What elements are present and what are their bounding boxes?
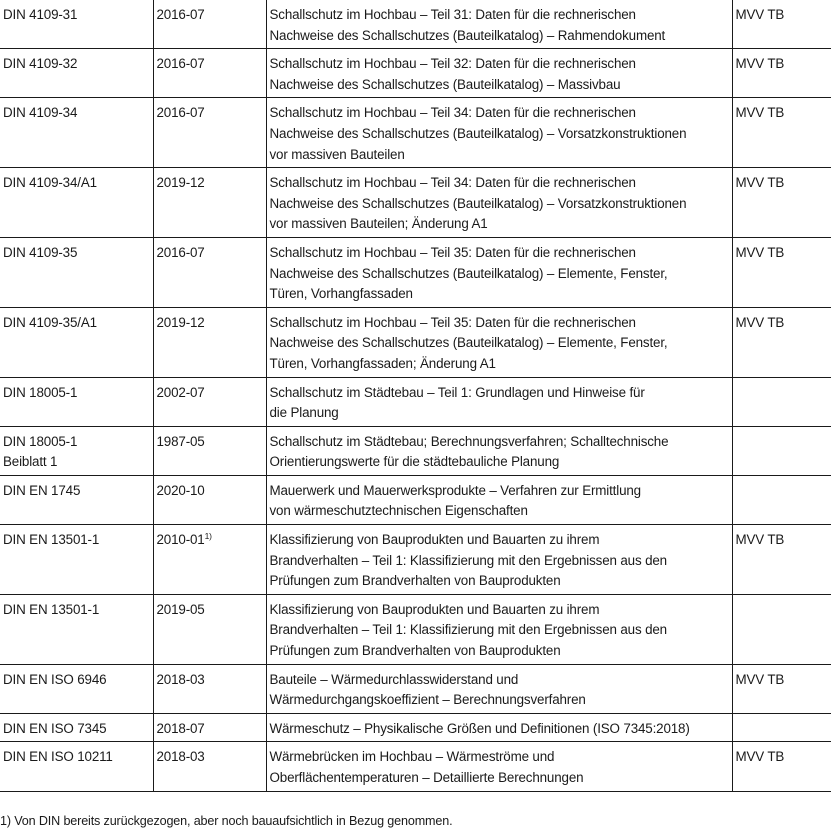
designation-text: DIN EN 13501-1 [3, 532, 100, 548]
designation-cell [0, 594, 153, 664]
title-text: Wärmeschutz – Physikalische Größen und Definitionen (ISO 7345:2018) [269, 720, 690, 736]
title-cell [266, 426, 732, 475]
designation-cell [0, 98, 153, 168]
date-text [154, 0, 266, 28]
table-row [0, 525, 831, 595]
table-row [0, 98, 831, 168]
title-text: Schallschutz im Hochbau – Teil 34: Daten für die rechnerischen Nachweise des Schallschutzes (Bauteilkatalog) – Vorsatzkonstruktionen vor massiven Bauteilen [269, 105, 687, 162]
reference-text: MVV TB [735, 56, 785, 72]
date-value: 2018-03 [156, 671, 205, 687]
title-text: Wärmebrücken im Hochbau – Wärmeströme und Oberflächentemperaturen – Detaillierte Berechnungen [269, 749, 584, 785]
table-row [0, 742, 831, 791]
date-text [154, 238, 266, 266]
title-text: Klassifizierung von Bauprodukten und Bauarten zu ihrem Brandverhalten – Teil 1: Klassifizierung mit den Ergebnissen aus den Prüfungen zum Brandverhalten von Bauprodukten [269, 532, 667, 589]
designation-text: DIN EN 1745 [3, 482, 81, 498]
title-cell [266, 475, 732, 524]
table-row [0, 49, 831, 98]
table-row [0, 377, 831, 426]
designation-cell [0, 713, 153, 742]
date-cell [153, 377, 266, 426]
table-row [0, 594, 831, 664]
table-row [0, 713, 831, 742]
reference-cell [732, 594, 831, 664]
reference-text: MVV TB [735, 244, 785, 260]
date-value: 1987-05 [156, 433, 205, 449]
designation-cell [0, 237, 153, 307]
date-cell [153, 664, 266, 713]
title-text: Schallschutz im Hochbau – Teil 34: Daten für die rechnerischen Nachweise des Schallschutzes (Bauteilkatalog) – Vorsatzkonstruktionen vor massiven Bauteilen; Änderung A1 [269, 175, 687, 232]
date-text [154, 714, 266, 742]
date-text [154, 308, 266, 336]
designation-cell [0, 49, 153, 98]
title-text: Schallschutz im Städtebau – Teil 1: Grundlagen und Hinweise für die Planung [269, 384, 645, 421]
table-row [0, 664, 831, 713]
designation-cell [0, 664, 153, 713]
date-text [154, 742, 266, 770]
designation-cell [0, 475, 153, 524]
date-cell [153, 98, 266, 168]
title-cell [266, 377, 732, 426]
reference-cell [732, 307, 831, 377]
reference-cell [732, 713, 831, 742]
designation-text: DIN 4109-34 [3, 105, 78, 121]
reference-text [733, 476, 831, 483]
title-text: Klassifizierung von Bauprodukten und Bauarten zu ihrem Brandverhalten – Teil 1: Klassifizierung mit den Ergebnissen aus den Prüfungen zum Brandverhalten von Bauprodukten [269, 601, 667, 659]
date-cell [153, 237, 266, 307]
designation-text: DIN 4109-35/A1 [3, 314, 97, 330]
reference-cell [732, 742, 831, 791]
date-cell [153, 307, 266, 377]
title-text: Schallschutz im Hochbau – Teil 35: Daten für die rechnerischen Nachweise des Schallschutzes (Bauteilkatalog) – Elemente, Fenster, Türen, Vorhangfassaden; Änderung A1 [269, 314, 668, 371]
designation-text: DIN EN ISO 10211 [3, 749, 113, 765]
title-cell [266, 98, 732, 168]
footnote-marker: 1) [204, 531, 212, 542]
reference-text: MVV TB [735, 314, 785, 330]
date-value: 2016-07 [156, 7, 205, 22]
title-cell [266, 525, 732, 595]
reference-text: MVV TB [735, 671, 785, 687]
designation-text: DIN EN ISO 6946 [3, 671, 107, 687]
title-cell [266, 237, 732, 307]
title-cell [266, 168, 732, 238]
reference-text: MVV TB [735, 175, 785, 191]
designation-cell [0, 377, 153, 426]
reference-cell [732, 237, 831, 307]
date-cell [153, 0, 266, 49]
title-text: Mauerwerk und Mauerwerksprodukte – Verfahren zur Ermittlung von wärmeschutztechnischen Eigenschaften [269, 482, 641, 519]
reference-cell [732, 168, 831, 238]
title-cell [266, 713, 732, 742]
reference-text [733, 595, 831, 602]
reference-cell [732, 525, 831, 595]
reference-cell [732, 664, 831, 713]
date-cell [153, 742, 266, 791]
date-text [154, 427, 266, 455]
designation-text: DIN EN 13501-1 [3, 601, 100, 617]
date-text [154, 665, 266, 693]
title-cell [266, 0, 732, 49]
date-value: 2020-10 [156, 482, 205, 498]
date-text [154, 525, 266, 553]
reference-text: MVV TB [735, 7, 785, 22]
title-cell [266, 664, 732, 713]
date-value: 2016-07 [156, 244, 205, 260]
title-cell [266, 742, 732, 791]
date-value: 2019-05 [156, 601, 205, 617]
reference-text: MVV TB [735, 105, 785, 121]
date-value: 2018-07 [156, 720, 205, 736]
designation-cell [0, 168, 153, 238]
designation-text: DIN 4109-31 [3, 7, 78, 22]
title-cell [266, 307, 732, 377]
reference-cell [732, 49, 831, 98]
table-row [0, 0, 831, 49]
designation-text: DIN 4109-32 [3, 56, 78, 72]
date-text [154, 476, 266, 504]
designation-text: DIN 18005-1 [3, 384, 78, 400]
table-row [0, 475, 831, 524]
designation-cell [0, 742, 153, 791]
designation-text: DIN EN ISO 7345 [3, 720, 107, 736]
date-text [154, 168, 266, 196]
date-value: 2019-12 [156, 314, 205, 330]
title-cell [266, 594, 732, 664]
reference-cell [732, 475, 831, 524]
reference-text [733, 427, 831, 434]
date-cell [153, 525, 266, 595]
designation-cell [0, 525, 153, 595]
date-cell [153, 594, 266, 664]
reference-cell [732, 377, 831, 426]
date-text [154, 98, 266, 126]
table-row [0, 237, 831, 307]
title-text: Schallschutz im Hochbau – Teil 35: Daten für die rechnerischen Nachweise des Schallschutzes (Bauteilkatalog) – Elemente, Fenster, Türen, Vorhangfassaden [269, 244, 668, 302]
date-value: 2018-03 [156, 749, 205, 765]
title-text: Schallschutz im Hochbau – Teil 31: Daten für die rechnerischen Nachweise des Schallschutzes (Bauteilkatalog) – Rahmendokument [269, 7, 666, 43]
designation-text: DIN 4109-34/A1 [3, 175, 97, 191]
reference-cell [732, 426, 831, 475]
footnote: 1) Von DIN bereits zurückgezogen, aber noch bauaufsichtlich in Bezug genommen. [0, 814, 453, 828]
reference-cell [732, 0, 831, 49]
date-value: 2019-12 [156, 175, 205, 191]
date-text [154, 378, 266, 406]
date-text [154, 595, 266, 623]
table-row [0, 307, 831, 377]
reference-cell [732, 98, 831, 168]
designation-cell [0, 0, 153, 49]
designation-cell [0, 307, 153, 377]
title-text: Schallschutz im Städtebau; Berechnungsverfahren; Schalltechnische Orientierungswerte für die städtebauliche Planung [269, 433, 669, 470]
designation-text: DIN 18005-1 Beiblatt 1 [3, 433, 78, 470]
date-value: 2010-01 [156, 532, 205, 548]
title-cell [266, 49, 732, 98]
date-cell [153, 713, 266, 742]
table-row [0, 426, 831, 475]
reference-text [733, 714, 831, 721]
title-text: Bauteile – Wärmedurchlasswiderstand und Wärmedurchgangskoeffizient – Berechnungsverfahren [269, 671, 586, 708]
title-text: Schallschutz im Hochbau – Teil 32: Daten für die rechnerischen Nachweise des Schallschutzes (Bauteilkatalog) – Massivbau [269, 56, 636, 92]
date-value: 2016-07 [156, 105, 205, 121]
reference-text: MVV TB [735, 749, 785, 765]
date-text [154, 49, 266, 77]
date-cell [153, 49, 266, 98]
reference-text [733, 378, 831, 385]
reference-text: MVV TB [735, 532, 785, 548]
date-cell [153, 168, 266, 238]
table-row [0, 168, 831, 238]
designation-cell [0, 426, 153, 475]
date-cell [153, 475, 266, 524]
designation-text: DIN 4109-35 [3, 244, 78, 260]
date-cell [153, 426, 266, 475]
date-value: 2016-07 [156, 56, 205, 72]
date-value: 2002-07 [156, 384, 205, 400]
